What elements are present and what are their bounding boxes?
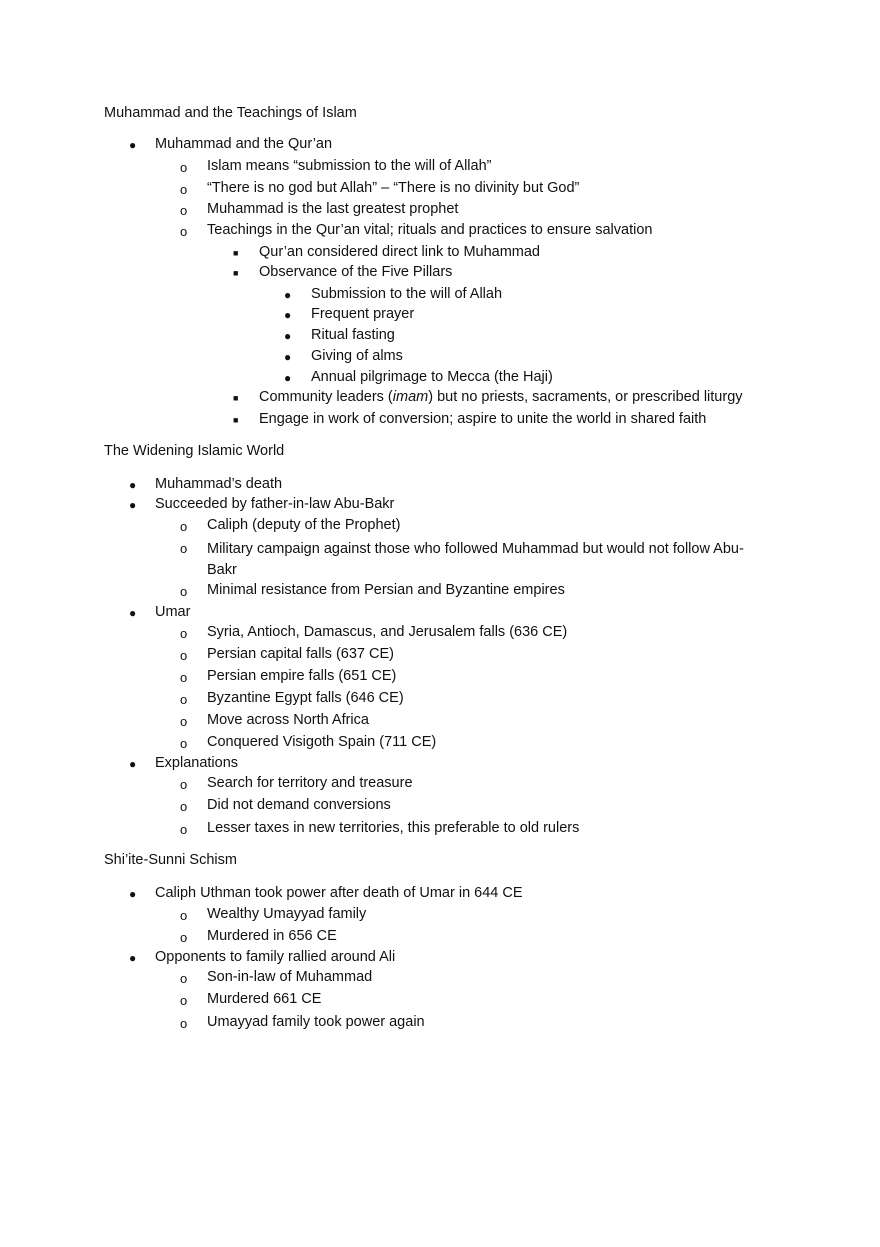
list-item-text: Son-in-law of Muhammad: [207, 969, 373, 985]
bullet-circle-icon: o: [180, 182, 188, 197]
bullet-square-icon: ■: [233, 268, 239, 278]
bullet-square-icon: ■: [233, 393, 239, 403]
list-item: [284, 306, 415, 322]
list-item: [284, 348, 403, 364]
bullet-disc-icon: ●: [284, 371, 292, 385]
bullet-circle-icon: o: [180, 160, 188, 175]
list-item-text: Muhammad’s death: [155, 476, 283, 492]
list-item-text: Move across North Africa: [207, 712, 369, 728]
bullet-disc-icon: ●: [284, 350, 292, 364]
list-item-text: Caliph Uthman took power after death of Umar in 644 CE: [155, 885, 523, 901]
bullet-square-icon: ■: [233, 248, 239, 258]
list-item-text: Murdered in 656 CE: [207, 928, 337, 944]
bullet-circle-icon: o: [180, 971, 188, 986]
list-item: [180, 969, 373, 986]
bullet-circle-icon: o: [180, 930, 188, 945]
list-item: [129, 949, 396, 965]
list-item: [129, 136, 333, 152]
bullet-disc-icon: ●: [129, 498, 137, 512]
list-item: [180, 158, 492, 175]
list-item-text: Minimal resistance from Persian and Byzantine empires: [207, 582, 565, 598]
list-item: [180, 797, 391, 814]
bullet-circle-icon: o: [180, 799, 188, 814]
list-item-text: Persian capital falls (637 CE): [207, 646, 394, 662]
list-item-text: Ritual fasting: [311, 327, 395, 343]
bullet-circle-icon: o: [180, 541, 188, 556]
list-item-text: Murdered 661 CE: [207, 991, 322, 1007]
bullet-circle-icon: o: [180, 736, 188, 751]
list-item: [284, 327, 395, 343]
list-item: [180, 222, 653, 239]
bullet-circle-icon: o: [180, 584, 188, 599]
list-item-text: Military campaign against those who followed Muhammad but would not follow Abu-Bakr: [207, 541, 744, 578]
bullet-circle-icon: o: [180, 670, 188, 685]
list-item: [180, 991, 322, 1008]
list-item: [180, 712, 369, 729]
list-item-text: Search for territory and treasure: [207, 775, 413, 791]
bullet-disc-icon: ●: [129, 887, 137, 901]
bullet-circle-icon: o: [180, 648, 188, 663]
bullet-circle-icon: o: [180, 993, 188, 1008]
list-item: [129, 496, 395, 512]
list-item: [129, 755, 239, 771]
bullet-disc-icon: ●: [284, 288, 292, 302]
list-item-text: Caliph (deputy of the Prophet): [207, 517, 401, 533]
bullet-circle-icon: o: [180, 908, 188, 923]
list-item-text: “There is no god but Allah” – “There is no divinity but God”: [207, 180, 580, 196]
list-item: [129, 604, 191, 620]
list-item-text: Islam means “submission to the will of Allah”: [207, 158, 492, 174]
list-item-text: Succeeded by father-in-law Abu-Bakr: [155, 496, 395, 512]
imam-term: imam: [392, 389, 429, 405]
list-item-text: Persian empire falls (651 CE): [207, 668, 397, 684]
list-item: [233, 389, 743, 405]
list-item: [180, 539, 763, 581]
section-heading: Muhammad and the Teachings of Islam: [104, 105, 357, 121]
list-item-text: Opponents to family rallied around Ali: [155, 949, 396, 965]
bullet-disc-icon: ●: [284, 329, 292, 343]
list-item: [180, 517, 401, 534]
list-item: [180, 668, 397, 685]
bullet-circle-icon: o: [180, 714, 188, 729]
section-heading: The Widening Islamic World: [104, 443, 285, 459]
list-item: [233, 411, 707, 427]
list-item-text: Did not demand conversions: [207, 797, 391, 813]
list-item-text: Teachings in the Qur’an vital; rituals and practices to ensure salvation: [207, 222, 653, 238]
list-item: [180, 646, 394, 663]
list-item: [180, 820, 580, 837]
list-item: [180, 928, 337, 945]
bullet-disc-icon: ●: [129, 478, 137, 492]
list-item-text: Submission to the will of Allah: [311, 286, 503, 302]
list-item: [180, 906, 367, 923]
list-item: [180, 582, 565, 599]
bullet-circle-icon: o: [180, 203, 188, 218]
list-item-text: Umayyad family took power again: [207, 1014, 425, 1030]
list-item: [233, 244, 541, 260]
list-item-text: Community leaders (imam) but no priests, sacraments, or prescribed liturgy: [259, 389, 743, 405]
bullet-disc-icon: ●: [129, 138, 137, 152]
list-item: [180, 734, 437, 751]
list-item: [180, 624, 568, 641]
bullet-circle-icon: o: [180, 692, 188, 707]
list-item: [180, 690, 404, 707]
list-item-text: Syria, Antioch, Damascus, and Jerusalem falls (636 CE): [207, 624, 568, 640]
bullet-disc-icon: ●: [129, 757, 137, 771]
list-item: [180, 201, 459, 218]
list-item-text: Muhammad is the last greatest prophet: [207, 201, 459, 217]
list-item: [233, 264, 453, 280]
list-item-text: Umar: [155, 604, 191, 620]
bullet-circle-icon: o: [180, 822, 188, 837]
list-item-text: Frequent prayer: [311, 306, 415, 322]
list-item: [129, 885, 523, 901]
bullet-square-icon: ■: [233, 415, 239, 425]
list-item-text: Annual pilgrimage to Mecca (the Haji): [311, 369, 553, 385]
list-item-text: Muhammad and the Qur’an: [155, 136, 333, 152]
list-item: [180, 1014, 425, 1031]
list-item-text: Byzantine Egypt falls (646 CE): [207, 690, 404, 706]
list-item-text: Qur’an considered direct link to Muhammad: [259, 244, 541, 260]
list-item: [180, 180, 580, 197]
bullet-disc-icon: ●: [129, 606, 137, 620]
list-item-text: Conquered Visigoth Spain (711 CE): [207, 734, 437, 750]
list-item-text: Lesser taxes in new territories, this preferable to old rulers: [207, 820, 580, 836]
list-item-text: Engage in work of conversion; aspire to unite the world in shared faith: [259, 411, 707, 427]
list-item: [180, 775, 413, 792]
bullet-circle-icon: o: [180, 1016, 188, 1031]
list-item: [129, 476, 283, 492]
bullet-circle-icon: o: [180, 224, 188, 239]
list-item-text: Wealthy Umayyad family: [207, 906, 367, 922]
list-item-text: Observance of the Five Pillars: [259, 264, 453, 280]
list-item: [284, 369, 553, 385]
bullet-disc-icon: ●: [284, 308, 292, 322]
bullet-circle-icon: o: [180, 519, 188, 534]
list-item-text: Explanations: [155, 755, 239, 771]
bullet-circle-icon: o: [180, 777, 188, 792]
section-heading: Shi’ite-Sunni Schism: [104, 852, 237, 868]
bullet-circle-icon: o: [180, 626, 188, 641]
list-item: [284, 286, 503, 302]
bullet-disc-icon: ●: [129, 951, 137, 965]
list-item-text: Giving of alms: [311, 348, 403, 364]
